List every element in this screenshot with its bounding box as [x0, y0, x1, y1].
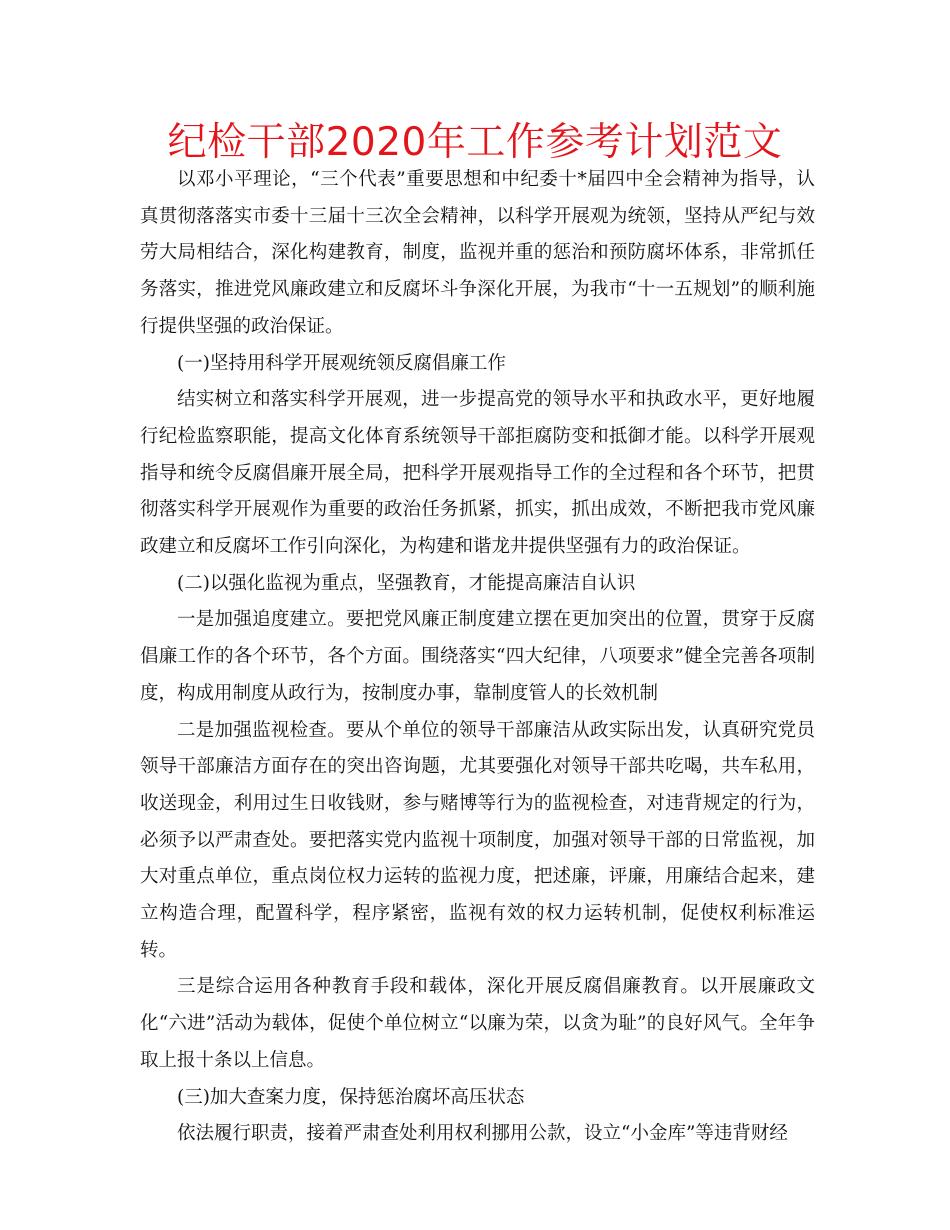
paragraph-section-3: 依法履行职责，接着严肃查处利用权利挪用公款，设立“小金库”等违背财经	[177, 1123, 788, 1145]
section-heading-2: (二)以强化监视为重点，坚强教育，才能提高廉洁自认识	[177, 572, 636, 594]
paragraph-item-1: 一是加强追度建立。要把党风廉正制度建立摆在更加突出的位置，贯穿于反腐倡廉工作的各个环节，各个方面。围绕落实“四大纪律，八项要求”健全完善各项制度，构成用制度从政行为，按制度办事，靠制度管人的长效机制	[140, 609, 815, 704]
section-heading-1: (一)坚持用科学开展观统领反腐倡廉工作	[177, 352, 506, 374]
paragraph-item-2: 二是加强监视检查。要从个单位的领导干部廉洁从政实际出发，认真研究党员领导干部廉洁方面存在的突出咨询题，尤其要强化对领导干部共吃喝，共车私用，收送现金，利用过生日收钱财，参与赌博等行为的监视检查，对违背规定的行为，必须予以严肃查处。要把落实党内监视十项制度，加强对领导干部的日常监视，加大对重点单位，重点岗位权力运转的监视力度，把述廉，评廉，用廉结合起来，建立构造合理，配置科学，程序紧密，监视有效的权力运转机制，促使权利标准运转。	[140, 719, 815, 961]
paragraph-item-3: 三是综合运用各种教育手段和载体，深化开展反腐倡廉教育。以开展廉政文化“六进”活动为载体，促使个单位树立“以廉为荣，以贪为耻”的良好风气。全年争取上报十条以上信息。	[140, 976, 815, 1071]
paragraph-section-1: 结实树立和落实科学开展观，进一步提高党的领导水平和执政水平，更好地履行纪检监察职能，提高文化体育系统领导干部拒腐防变和抵御才能。以科学开展观指导和统令反腐倡廉开展全局，把科学开展观指导工作的全过程和各个环节，把贯彻落实科学开展观作为重要的政治任务抓紧，抓实，抓出成效，不断把我市党风廉政建立和反腐坏工作引向深化，为构建和谐龙井提供坚强有力的政治保证。	[140, 389, 815, 558]
document-body	[140, 162, 815, 1153]
document-title: 纪检干部2020年工作参考计划范文	[167, 120, 783, 165]
section-heading-3: (三)加大查案力度，保持惩治腐坏高压状态	[177, 1086, 525, 1108]
paragraph-intro: 以邓小平理论，“三个代表”重要思想和中纪委十*届四中全会精神为指导，认真贯彻落落实市委十三届十三次全会精神，以科学开展观为统领，坚持从严纪与效劳大局相结合，深化构建教育，制度，监视并重的惩治和预防腐坏体系，非常抓任务落实，推进党风廉政建立和反腐坏斗争深化开展，为我市“十一五规划”的顺利施行提供坚强的政治保证。	[140, 169, 815, 337]
